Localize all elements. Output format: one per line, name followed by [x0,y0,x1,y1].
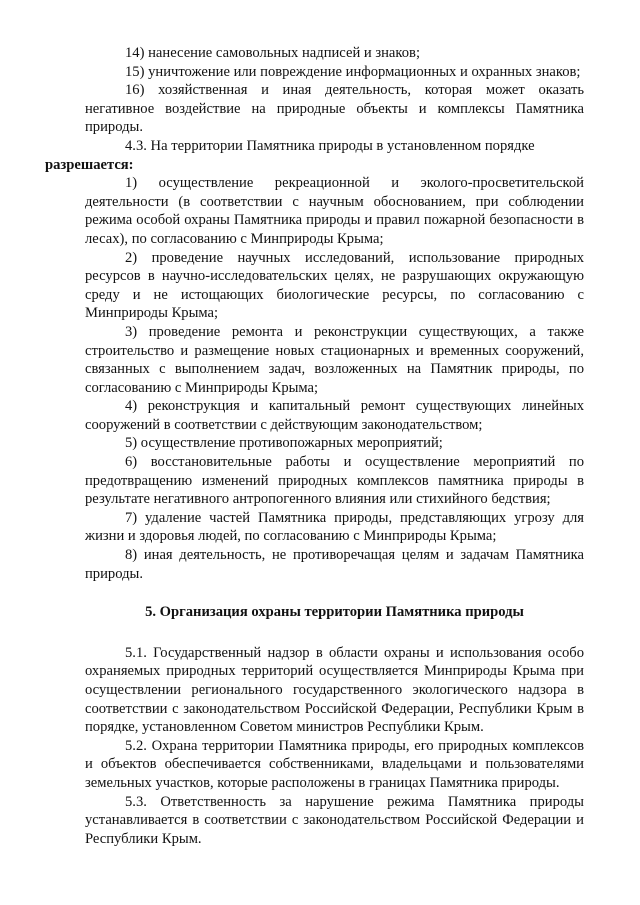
allowed-item-6: 6) восстановительные работы и осуществление мероприятий по предотвращению изменений природных комплексов памятника природы в результате негативного антропогенного влияния или стихийного бедствия; [85,454,584,508]
allowed-item-2: 2) проведение научных исследований, использование природных ресурсов в научно-исследовательских целях, не разрушающих окружающую среду и не истощающих биологические ресурсы, по согласованию с Минприроды Крыма; [85,249,584,322]
allowed-item-5: 5) осуществление противопожарных мероприятий; [125,435,443,452]
allowed-item-7: 7) удаление частей Памятника природы, представляющих угрозу для жизни и здоровья людей, по согласованию с Минприроды Крыма; [85,509,584,545]
clause-5-1: 5.1. Государственный надзор в области охраны и использования особо охраняемых природных территорий осуществляется Минприроды Крыма при осуществлении регионального государственного экологического надзора в соответствии с законодательством Российской Федерации, Республики Крым в порядке, установленном Советом министров Республики Крым. [85,644,584,736]
clause-4-3-bold: разрешается: [45,156,134,173]
clause-4-3 [45,137,584,174]
section-heading: 5. Организация охраны территории Памятника природы [145,604,524,621]
list-item-15: 15) уничтожение или повреждение информационных и охранных знаков; [125,63,581,80]
allowed-item-4: 4) реконструкция и капитальный ремонт существующих линейных сооружений в соответствии с действующим законодательством; [85,398,584,433]
document-page [45,44,584,848]
list-item-14: 14) нанесение самовольных надписей и знаков; [125,45,421,61]
clause-5-3: 5.3. Ответственность за нарушение режима Памятника природы устанавливается в соответствии с законодательством Российской Федерации и Республики Крым. [85,793,584,847]
clause-4-3-text: 4.3. На территории Памятника природы в установленном порядке [125,137,535,154]
allowed-item-3: 3) проведение ремонта и реконструкции существующих, а также строительство и размещение новых стационарных и временных сооружений, связанных с выполнением задач, возложенных на Памятник природы, по согласованию с Минприроды Крыма; [85,323,584,396]
list-item-16: 16) хозяйственная и иная деятельность, которая может оказать негативное воздействие на природные объекты и комплексы Памятника природы. [85,82,584,136]
allowed-item-8: 8) иная деятельность, не противоречащая целям и задачам Памятника природы. [85,547,584,582]
clause-5-2: 5.2. Охрана территории Памятника природы, его природных комплексов и объектов обеспечивается собственниками, владельцами и пользователями земельных участков, которые расположены в границах Памятника природы. [85,737,584,791]
allowed-item-1: 1) осуществление рекреационной и эколого-просветительской деятельности (в соответствии с научным обоснованием, при соблюдении режима особой охраны Памятника природы и правил пожарной безопасности в лесах), по согласованию с Минприроды Крыма; [85,175,584,247]
